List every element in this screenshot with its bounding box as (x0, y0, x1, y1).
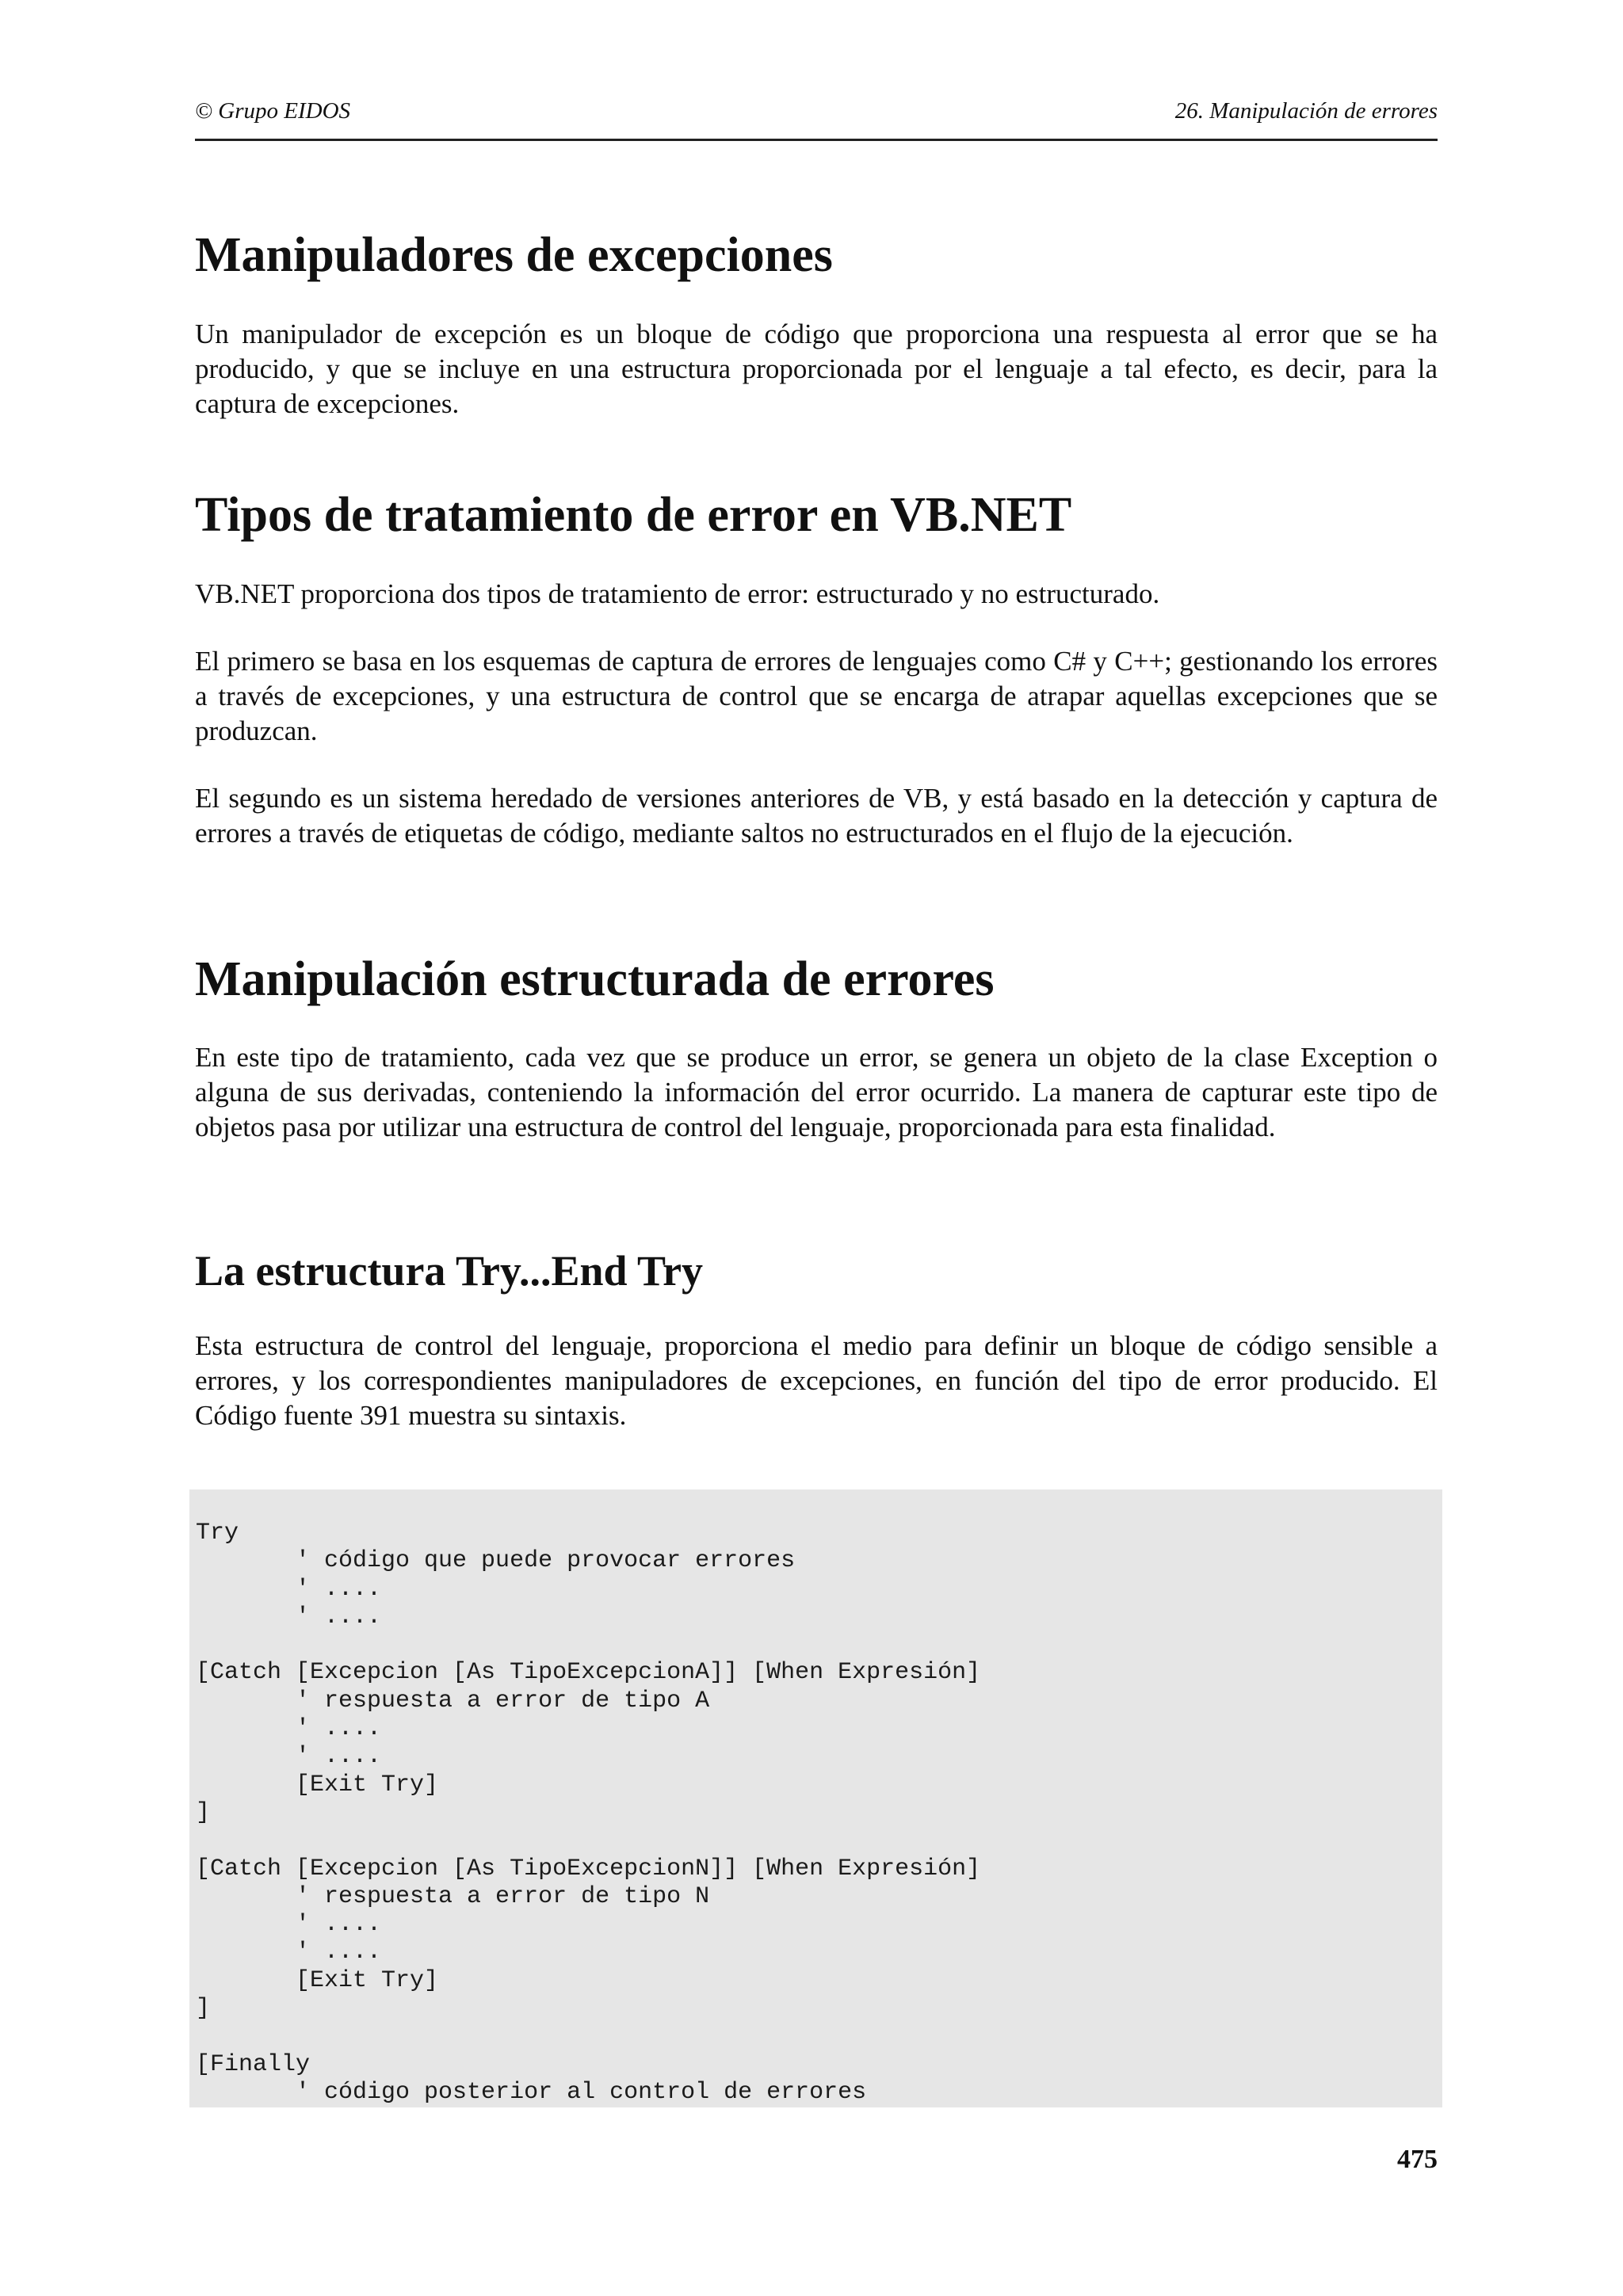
section-paragraph: El primero se basa en los esquemas de captura de errores de lenguajes como C# y C++; gestionando los errores a través de excepciones, y una estructura de control que se encarga de atrapar aquellas excepciones que se produzcan. (195, 646, 1438, 746)
page-header (195, 93, 1438, 141)
section-heading-try: La estructura Try...End Try (195, 1247, 704, 1295)
page-number: 475 (1397, 2145, 1438, 2174)
section-paragraph: El segundo es un sistema heredado de versiones anteriores de VB, y está basado en la detección y captura de errores a través de etiquetas de código, mediante saltos no estructurados en el flujo de la ejecución. (195, 783, 1438, 849)
section-heading-manipuladores: Manipuladores de excepciones (195, 228, 833, 282)
section-paragraph: Esta estructura de control del lenguaje, proporciona el medio para definir un bloque de código sensible a errores, y los correspondientes manipuladores de excepciones, en función del tipo de error producido. El Código fuente 391 muestra su sintaxis. (195, 1330, 1438, 1431)
header-chapter-title: 26. Manipulación de errores (1174, 98, 1438, 124)
section-paragraph: VB.NET proporciona dos tipos de tratamiento de error: estructurado y no estructurado. (195, 578, 1160, 609)
code-listing (189, 1489, 1442, 2107)
header-publisher: © Grupo EIDOS (195, 98, 351, 124)
section-paragraph: En este tipo de tratamiento, cada vez que se produce un error, se genera un objeto de la clase Exception o alguna de sus derivadas, conteniendo la información del error ocurrido. La manera de capturar este tipo de objetos pasa por utilizar una estructura de control del lenguaje, proporcionada para esta finalidad. (195, 1042, 1438, 1142)
section-heading-tipos: Tipos de tratamiento de error en VB.NET (195, 488, 1072, 542)
section-heading-estructurada: Manipulación estructurada de errores (195, 952, 995, 1006)
section-paragraph: Un manipulador de excepción es un bloque de código que proporciona una respuesta al error que se ha producido, y que se incluye en una estructura proporcionada por el lenguaje a tal efecto, es decir, para la captura de excepciones. (195, 318, 1438, 419)
code-text: Try ' código que puede provocar errores ' .... ' .... [Catch [Excepcion [As TipoExcepcionA]] [When Expresión] ' respuesta a error de tipo A ' .... ' .... [Exit Try] ] [Catch [Excepcion [As TipoExcepcionN]] [When Expresión] ' respuesta a error de tipo N ' .... ' .... [Exit Try] ] [Finally ' código posterior al control de errores (196, 1520, 981, 2106)
